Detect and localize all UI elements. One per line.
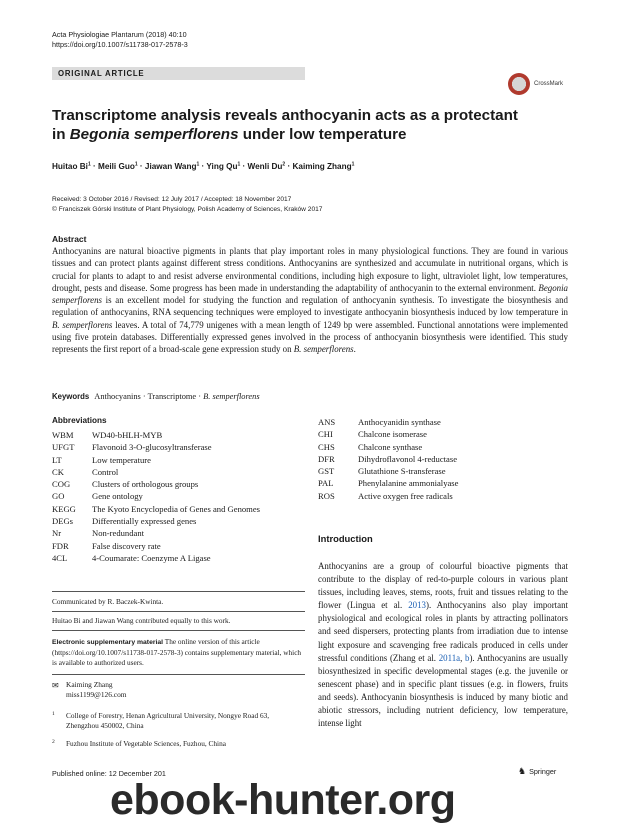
title-line-1: Transcriptome analysis reveals anthocyanin acts as a protectant <box>52 107 518 124</box>
abbrev-row: CK Control <box>52 466 119 477</box>
author[interactable]: Kaiming Zhang$^1$ <box>292 161 355 171</box>
article-history <box>52 195 572 215</box>
received-dates: Received: 3 October 2016 / Revised: 12 July 2017 / Accepted: 18 November 2017 <box>52 196 292 203</box>
springer-horse-icon: ♞ <box>518 766 527 776</box>
crossmark-icon <box>508 73 530 95</box>
keywords <box>52 392 568 401</box>
abbrev-row: GO Gene ontology <box>52 491 143 502</box>
author[interactable]: Huitao Bi$^1$ <box>52 161 91 171</box>
abbrev-row: DEGs Differentially expressed genes <box>52 516 197 527</box>
abbrev-row: 4CL 4-Coumarate: Coenzyme A Ligase <box>52 552 211 563</box>
footnote-divider <box>52 591 305 592</box>
esm-link[interactable]: https://doi.org/10.1007/s11738-017-2578-3 <box>54 648 181 657</box>
footnote-divider <box>52 630 305 631</box>
journal-header <box>52 30 188 50</box>
citation-link[interactable]: 2013 <box>408 600 426 611</box>
corresponding-author: Kaiming Zhang <box>66 680 113 689</box>
abbrev-row: KEGG The Kyoto Encyclopedia of Genes and Genomes <box>52 503 261 514</box>
abbrev-row: CHS Chalcone synthase <box>318 441 423 452</box>
crossmark-badge[interactable] <box>508 73 570 97</box>
abbrev-row: PAL Phenylalanine ammonialyase <box>318 478 459 489</box>
title-prefix: in <box>52 126 70 143</box>
footnote-divider <box>52 674 305 675</box>
abbreviations-heading: Abbreviations <box>52 416 107 425</box>
publisher-name: Springer <box>529 767 557 776</box>
abbrev-row: GST Glutathione S-transferase <box>318 466 446 477</box>
copyright: © Franciszek Górski Institute of Plant Physiology, Polish Academy of Sciences, Kraków 2017 <box>52 206 323 213</box>
abbrev-row: UFGT Flavonoid 3-O-glucosyltransferase <box>52 442 212 453</box>
abbrev-row: COG Clusters of orthologous groups <box>52 479 199 490</box>
correspondence <box>66 680 296 700</box>
envelope-icon: ✉ <box>52 681 59 690</box>
introduction-heading: Introduction <box>318 533 373 544</box>
abbrev-row: LT Low temperature <box>52 454 151 465</box>
abbrev-row: FDR False discovery rate <box>52 540 161 551</box>
affiliation: College of Forestry, Henan Agricultural University, Nongye Road 63, Zhengzhou 450002, China <box>66 711 270 730</box>
author[interactable]: Wenli Du$^2$ <box>247 161 286 171</box>
citation-link[interactable]: 2011a <box>438 652 461 663</box>
equal-contribution-note: Huitao Bi and Jiawan Wang contributed equally to this work. <box>52 616 231 625</box>
published-online: Published online: 12 December 201 <box>52 769 166 778</box>
journal-citation: Acta Physiologiae Plantarum (2018) 40:10 <box>52 30 187 39</box>
section-tag: ORIGINAL ARTICLE <box>52 67 305 80</box>
affiliation: Fuzhou Institute of Vegetable Sciences, Fuzhou, China <box>66 739 226 748</box>
keywords-label: Keywords <box>52 392 90 401</box>
abbrev-row: WBM WD40-bHLH-MYB <box>52 430 163 440</box>
esm-label: Electronic supplementary material <box>52 639 164 646</box>
introduction-body: Anthocyanins are a group of colourful bioactive pigments that contribute to the display of red-to-purple colours in various plant tissues, including leaves, stems, roots, fruit and tissues relating to the flower (Lingua et al. 2013). Anthocyanins also play important physiological and ecological roles in plants by attracting pollinators and seed dispersers, protecting plants from irradiation due to intense light exposure and scavenging free radicals produced in cells under stressful conditions (Zhang et al. 2011a, b). Anthocyanins are usually biosynthesized in specific developmental stages (e.g. the juvenile or senescent phase) and in specific plant tissues (e.g. in flowers, fruits and seeds). Anthocyanin biosynthesis is induced by many biotic and abiotic stressors, including nutrient deficiency, low temperature, intense light <box>318 561 569 729</box>
title-line-2 <box>52 125 532 144</box>
article-title <box>52 106 532 144</box>
footnote-divider <box>52 611 305 612</box>
abbrev-row: DFR Dihydroflavonol 4-reductase <box>318 453 458 464</box>
corresponding-email[interactable]: miss1199@126.com <box>66 690 127 699</box>
abbreviations-right <box>318 416 578 502</box>
doi-link[interactable]: https://doi.org/10.1007/s11738-017-2578-3 <box>52 40 188 49</box>
abbrev-row: CHI Chalcone isomerase <box>318 429 427 440</box>
affiliation-number: 2 <box>52 739 55 745</box>
abbrev-row: Nr Non-redundant <box>52 528 145 539</box>
citation-link[interactable]: b <box>465 652 470 663</box>
abbreviations-left <box>52 429 312 564</box>
author[interactable]: Ying Qu$^1$ <box>206 161 241 171</box>
affiliation-number: 1 <box>52 711 55 717</box>
title-species: Begonia semperflorens <box>69 126 239 143</box>
crossmark-label: CrossMark <box>534 81 564 87</box>
title-suffix: under low temperature <box>238 126 407 143</box>
author-list: Huitao $Bi^1$ · Meili Guo$^1$ · Jiawan Wang$^1$ · Ying $Qu^1$ · Wenli $Du^2 \cdot Kaiming$ Zhang$^1$ <box>52 161 355 171</box>
author[interactable]: Meili Guo$^1$ <box>98 161 138 171</box>
abbrev-row: ROS Active oxygen free radicals <box>318 490 453 501</box>
abbrev-row: ANS Anthocyanidin synthase <box>318 417 441 427</box>
author[interactable]: Jiawan Wang$^1$ <box>144 161 200 171</box>
esm-note: Electronic supplementary material The online version of this article (https://doi.org/10.1007/s11738-017-2578-3) contains supplementary material, which is available to authorized users. <box>52 637 302 667</box>
abstract-heading: Abstract <box>52 234 87 244</box>
communicated-note: Communicated by R. Baczek-Kwinta. <box>52 597 164 606</box>
abstract-body: Anthocyanins are natural bioactive pigments in plants that play important roles in many physiological functions. They are found in various tissues and can protect plants against different stress conditions. Anthocyanins are synthesized and accumulate in nutritional organs, which is crucial for plants to adapt to and resist adverse environmental conditions, including high exposure to light, ultraviolet light, low temperatures, drought, pests and disease. Some progress has been made in understanding the adaptability of anthocyanin to the external environment. Begonia semperflorens is an excellent model for studying the function and regulation of anthocyanin synthesis. To investigate the biosynthesis and regulation of anthocyanins, RNA sequencing techniques were employed to investigate anthocyanin biosynthesis induced by low temperature in B. semperflorens leaves. A total of 74,779 unigenes with a mean length of 1249 bp were assembled. Functional annotations were implemented using five protein databases. Differentially expressed genes involved in the process of anthocyanin biosynthesis were identified. This study represents the first report of a broad-scale gene expression study on B. semperflorens. <box>52 246 568 355</box>
keyword-species: B. semperflorens <box>203 392 260 401</box>
keywords-list: Anthocyanins · Transcriptome · <box>94 392 204 401</box>
watermark-text: ebook-hunter.org <box>110 776 456 824</box>
